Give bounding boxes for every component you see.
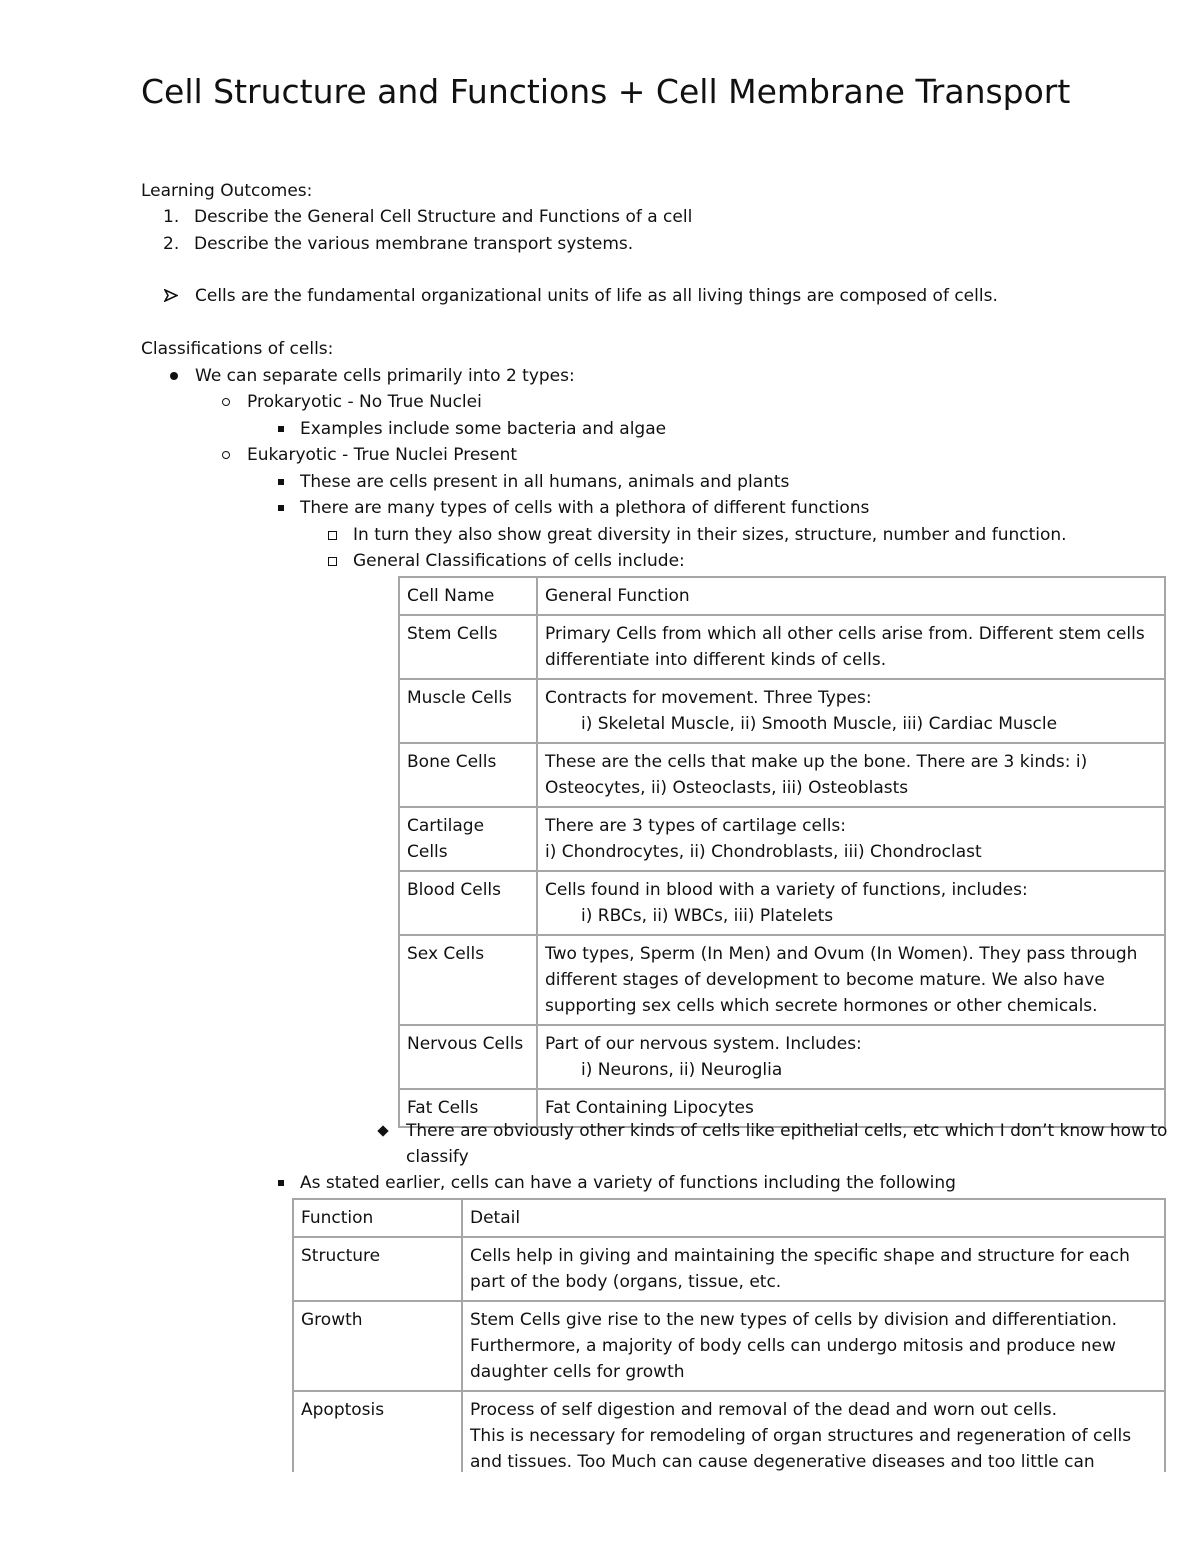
outcome-number: 2. <box>163 234 180 254</box>
cell-function: Primary Cells from which all other cells arise from. Different stem cells differentiate into different kinds of cells. <box>537 615 1165 679</box>
cell-name: Cartilage Cells <box>399 807 537 871</box>
table-header-cell: Function <box>293 1199 462 1237</box>
cell-function-subline: i) RBCs, ii) WBCs, iii) Platelets <box>581 906 834 926</box>
function-detail: Cells help in giving and maintaining the specific shape and structure for each part of the body (organs, tissue, etc. <box>462 1237 1165 1301</box>
learning-outcomes-heading: Learning Outcomes: <box>141 181 313 201</box>
cell-function-line: There are 3 types of cartilage cells: <box>545 816 847 836</box>
cell-name: Stem Cells <box>399 615 537 679</box>
outcome-item: Describe the General Cell Structure and Functions of a cell <box>194 207 693 227</box>
table-header-cell: Detail <box>462 1199 1165 1237</box>
cell-function-line: Cells found in blood with a variety of functions, includes: <box>545 880 1028 900</box>
cell-function-line: Part of our nervous system. Includes: <box>545 1034 862 1054</box>
classifications-heading: Classifications of cells: <box>141 339 334 359</box>
cell-name: Nervous Cells <box>399 1025 537 1089</box>
cell-function-table <box>292 1198 1166 1472</box>
table-header-cell: Cell Name <box>399 577 537 615</box>
function-name: Growth <box>293 1301 462 1391</box>
functions-intro: As stated earlier, cells can have a variety of functions including the following <box>300 1173 956 1193</box>
table-row <box>293 1391 1165 1472</box>
cell-function: These are the cells that make up the bone. There are 3 kinds: i) Osteocytes, ii) Osteoclasts, iii) Osteoblasts <box>537 743 1165 807</box>
page-title: Cell Structure and Functions + Cell Membrane Transport <box>141 72 1071 111</box>
function-detail <box>462 1391 1165 1472</box>
function-detail: Stem Cells give rise to the new types of cells by division and differentiation. Furthermore, a majority of body cells can undergo mitosis and produce new daughter cells for growth <box>462 1301 1165 1391</box>
function-detail-line: Process of self digestion and removal of the dead and worn out cells. <box>470 1400 1057 1420</box>
list-item: In turn they also show great diversity in their sizes, structure, number and function. <box>353 525 1067 545</box>
outcome-item: Describe the various membrane transport systems. <box>194 234 634 254</box>
list-item: These are cells present in all humans, animals and plants <box>300 472 790 492</box>
cell-name: Bone Cells <box>399 743 537 807</box>
list-item: There are many types of cells with a plethora of different functions <box>300 498 870 518</box>
outcome-number: 1. <box>163 207 180 227</box>
cell-function-subline: i) Neurons, ii) Neuroglia <box>581 1060 783 1080</box>
cell-function-line: Contracts for movement. Three Types: <box>545 688 872 708</box>
table-row <box>293 1301 1165 1391</box>
cell-function: Fat Containing Lipocytes <box>537 1089 1165 1127</box>
cell-name: Blood Cells <box>399 871 537 935</box>
list-item: Examples include some bacteria and algae <box>300 419 667 439</box>
function-name: Apoptosis <box>293 1391 462 1472</box>
function-name: Structure <box>293 1237 462 1301</box>
table-header-row <box>293 1199 1165 1237</box>
other-cells-note: There are obviously other kinds of cells like epithelial cells, etc which I don’t know how to classify <box>406 1121 1168 1167</box>
list-item: We can separate cells primarily into 2 types: <box>195 366 575 386</box>
list-item: General Classifications of cells include: <box>353 551 685 571</box>
cell-function: Two types, Sperm (In Men) and Ovum (In Women). They pass through different stages of development to become mature. We also have supporting sex cells which secrete hormones or other chemicals. <box>537 935 1165 1025</box>
cell-name: Muscle Cells <box>399 679 537 743</box>
table-row <box>293 1237 1165 1301</box>
table-header-cell: General Function <box>537 577 1165 615</box>
list-item-prokaryotic: Prokaryotic - No True Nuclei <box>247 392 482 412</box>
cell-function-subline: i) Skeletal Muscle, ii) Smooth Muscle, iii) Cardiac Muscle <box>581 714 1058 734</box>
list-item-eukaryotic: Eukaryotic - True Nuclei Present <box>247 445 518 465</box>
cell-function-subline: i) Chondrocytes, ii) Chondroblasts, iii) Chondroclast <box>545 842 982 862</box>
cell-name: Sex Cells <box>399 935 537 1025</box>
statement-text: Cells are the fundamental organizational units of life as all living things are composed of cells. <box>195 286 998 306</box>
function-detail-line: This is necessary for remodeling of organ structures and regeneration of cells and tissues. Too Much can cause degenerative diseases and too little can <box>470 1426 1132 1472</box>
cell-name: Fat Cells <box>399 1089 537 1127</box>
